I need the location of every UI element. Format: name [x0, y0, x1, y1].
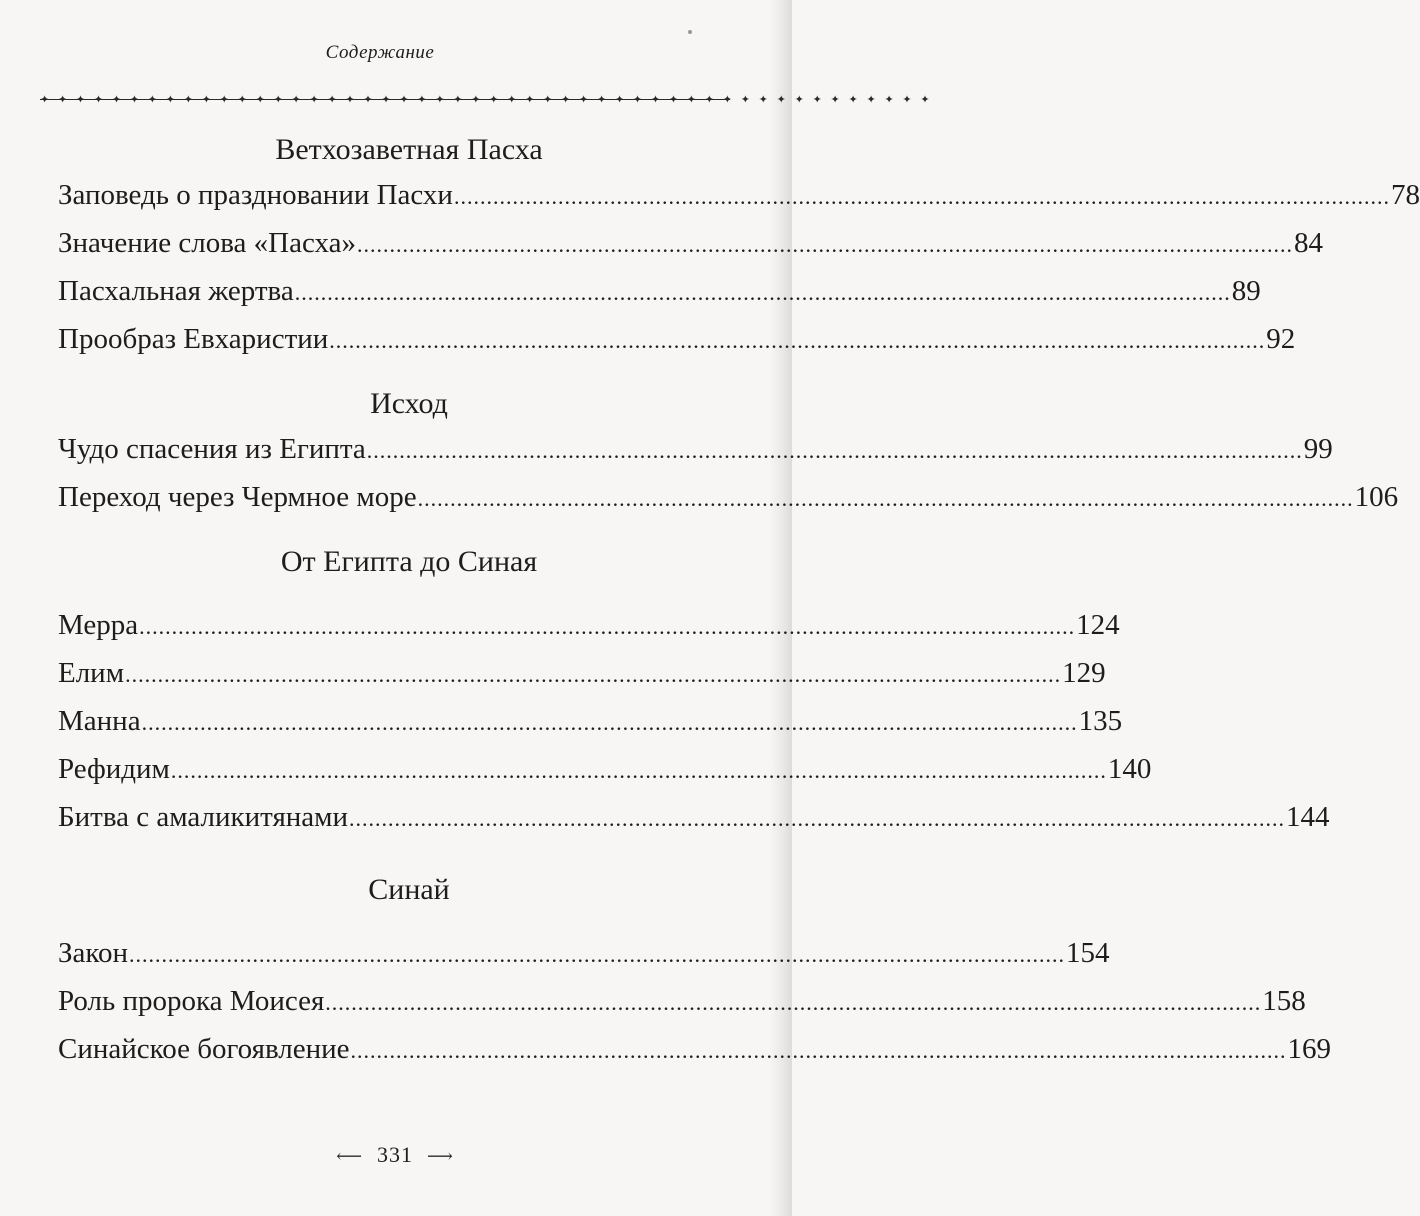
- toc-entry-label: Прообраз Евхаристии: [58, 323, 329, 355]
- toc-entry-page: 84: [1293, 227, 1323, 259]
- toc-entry-page: 78: [1390, 179, 1420, 211]
- dot-leader: [454, 174, 1390, 220]
- section-title: Ветхозаветная Пасха: [275, 133, 543, 166]
- dot-leader: [325, 980, 1261, 1026]
- toc-entry-page: 158: [1262, 985, 1306, 1017]
- toc-entry-label: Рефидим: [58, 753, 170, 785]
- dot-leader: [357, 222, 1293, 268]
- toc-entry: [58, 650, 1106, 698]
- toc-entry-label: Мерра: [58, 609, 139, 641]
- toc-entry: [58, 316, 1296, 364]
- toc-entry-page: 169: [1287, 1033, 1332, 1065]
- toc-entry-page: 140: [1107, 753, 1152, 785]
- toc-entry-page: 144: [1286, 801, 1330, 833]
- toc-entry: [58, 268, 1261, 316]
- toc-entry: [58, 474, 1399, 522]
- dot-leader: [171, 748, 1107, 794]
- toc-entry-page: 99: [1303, 433, 1333, 465]
- section-title: От Египта до Синая: [280, 545, 538, 578]
- table-of-contents: [58, 128, 1420, 1074]
- left-flourish-icon: ⟵: [336, 1146, 363, 1166]
- toc-entry-label: Чудо спасения из Египта: [58, 433, 366, 465]
- toc-entry: [58, 1026, 1332, 1074]
- toc-entry: [58, 426, 1333, 474]
- section-title: Синай: [368, 873, 450, 906]
- page-number-text: 331: [377, 1142, 413, 1167]
- toc-entry: [58, 794, 1330, 842]
- toc-entry-label: Значение слова «Пасха»: [58, 227, 356, 259]
- toc-entry-page: 129: [1062, 657, 1106, 689]
- toc-entry-page: 89: [1231, 275, 1261, 307]
- toc-entry-label: Синайское богоявление: [58, 1033, 350, 1065]
- toc-entry: [58, 746, 1152, 794]
- toc-entry-label: Роль пророка Моисея: [58, 985, 325, 1017]
- toc-entry-label: Пасхальная жертва: [58, 275, 294, 307]
- dot-leader: [139, 604, 1075, 650]
- dot-leader: [418, 476, 1354, 522]
- toc-entry-page: 92: [1266, 323, 1296, 355]
- running-head: Содержание: [325, 42, 435, 63]
- dot-leader: [351, 1028, 1287, 1074]
- toc-entry-label: Переход через Чермное море: [58, 481, 417, 513]
- toc-entry-label: Заповедь о праздновании Пасхи: [58, 179, 453, 211]
- toc-entry-page: 154: [1066, 937, 1110, 969]
- paper-speck: [688, 30, 692, 34]
- toc-entry-page: 135: [1078, 705, 1123, 737]
- toc-entry: [58, 602, 1120, 650]
- dot-leader: [329, 318, 1265, 364]
- toc-entry-label: Битва с амаликитянами: [58, 801, 349, 833]
- toc-entry-page: 124: [1076, 609, 1120, 641]
- dot-leader: [129, 932, 1065, 978]
- right-flourish-icon: ⟶: [427, 1146, 454, 1166]
- section-title: Исход: [370, 387, 448, 420]
- dot-leader: [367, 428, 1303, 474]
- dot-leader: [142, 700, 1078, 746]
- dot-leader: [125, 652, 1061, 698]
- toc-entry: [58, 220, 1323, 268]
- toc-entry: [58, 172, 1420, 220]
- toc-entry: [58, 698, 1123, 746]
- toc-entry-label: Манна: [58, 705, 141, 737]
- dot-leader: [349, 796, 1285, 842]
- toc-entry-label: Елим: [58, 657, 125, 689]
- ornamental-rule: ✦ ✦ ✦ ✦ ✦ ✦ ✦ ✦ ✦ ✦ ✦ ✦ ✦ ✦ ✦ ✦ ✦ ✦ ✦ ✦ ✦ ✦ ✦ ✦ ✦ ✦ ✦ ✦ ✦ ✦ ✦ ✦ ✦ ✦ ✦ ✦ ✦ ✦ ✦ ✦ ✦ ✦ ✦ ✦ ✦ ✦ ✦ ✦ ✦ ✦: [40, 94, 933, 106]
- toc-entry-label: Закон: [58, 937, 129, 969]
- toc-entry-page: 106: [1354, 481, 1399, 513]
- dot-leader: [295, 270, 1231, 316]
- toc-entry: [58, 930, 1110, 978]
- page-number: [0, 1142, 790, 1168]
- toc-entry: [58, 978, 1306, 1026]
